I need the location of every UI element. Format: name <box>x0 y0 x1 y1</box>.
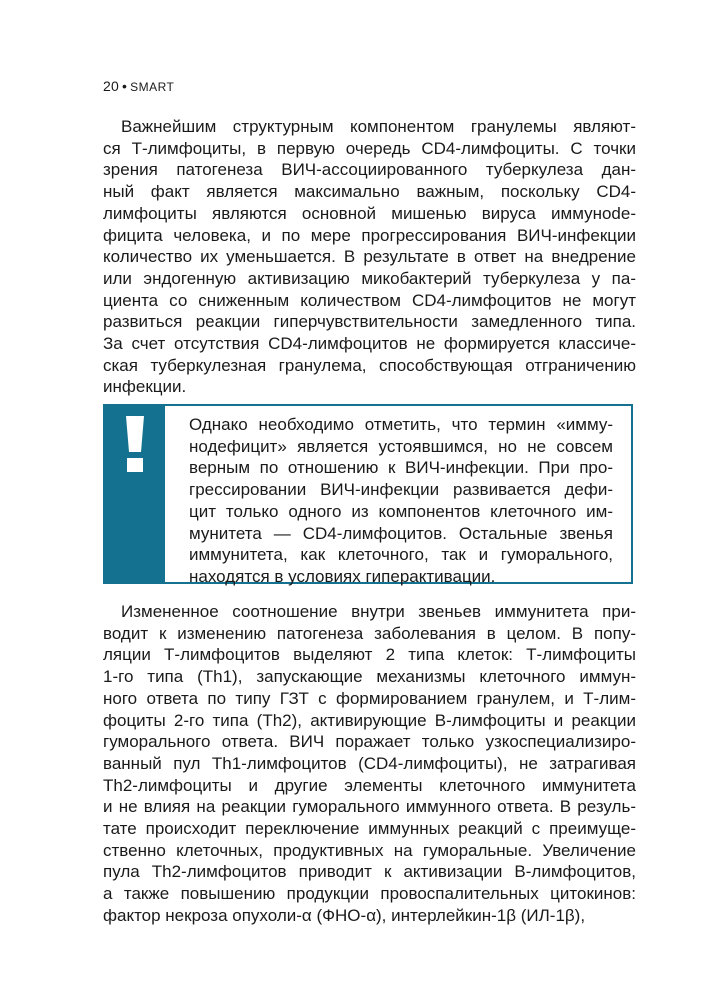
page-number: 20 <box>103 78 119 94</box>
text-line: Измененное соотношение внутри звеньев иммунитета при- <box>121 602 636 621</box>
text-line: ляции Т-лимфоцитов выделяют 2 типа клеток: Т-лимфоциты <box>103 645 636 665</box>
text-line: тате происходит переключение иммунных реакций с преимуще- <box>103 819 636 839</box>
text-line: пула Th2-лимфоцитов приводит к активизации В-лимфоцитов, <box>103 862 636 882</box>
paragraph-2 <box>103 601 636 927</box>
text-line: количество их уменьшается. В результате в ответ на внедрение <box>103 247 636 267</box>
running-header <box>103 78 174 94</box>
text-line: цит только одного из компонентов клеточного им- <box>189 501 613 521</box>
exclamation-icon <box>124 416 146 472</box>
text-line: ный факт является максимально важным, поскольку CD4- <box>103 182 636 202</box>
text-line: и не влияя на реакции гуморального иммунного ответа. В резуль- <box>103 797 636 817</box>
text-line: развиться реакции гиперчувствительности замедленного типа. <box>103 312 636 332</box>
text-line: а также повышению продукции провоспалительных цитокинов: <box>103 884 636 904</box>
text-line: Важнейшим структурным компонентом гранулемы являют- <box>121 117 636 136</box>
text-line: ся Т-лимфоциты, в первую очередь CD4-лимфоциты. С точки <box>103 138 636 158</box>
text-line: нодефицит» является устоявшимся, но не совсем <box>189 436 613 456</box>
text-line: находятся в условиях гиперактивации. <box>189 566 496 586</box>
text-line: ванный пул Th1-лимфоцитов (CD4-лимфоциты), не затрагивая <box>103 753 636 773</box>
text-line: Однако необходимо отметить, что термин «имму- <box>189 415 613 434</box>
text-line: фицита человека, и по мере прогрессирования ВИЧ-инфекции <box>103 225 636 245</box>
text-line: За счет отсутствия CD4-лимфоцитов не формируется классиче- <box>103 334 636 354</box>
text-line: гуморального ответа. ВИЧ поражает только узкоспециализиро- <box>103 732 636 752</box>
paragraph-1 <box>103 116 636 398</box>
text-line: инфекции. <box>103 377 187 397</box>
text-line: циента со сниженным количеством CD4-лимфоцитов не могут <box>103 290 636 310</box>
text-line: верным по отношению к ВИЧ-инфекции. При про- <box>189 458 613 478</box>
notice-box <box>103 404 633 584</box>
text-line: фоциты 2-го типа (Th2), активирующие В-лимфоциты и реакции <box>103 710 636 730</box>
notice-accent-bar <box>105 406 165 582</box>
series-name: SMART <box>130 80 175 94</box>
text-line: лимфоциты являются основной мишенью вируса иммунode- <box>103 203 636 223</box>
text-line: 1-го типа (Th1), запускающие механизмы клеточного иммун- <box>103 667 636 687</box>
text-line: грессировании ВИЧ-инфекции развивается дефи- <box>189 480 613 500</box>
text-line: ственно клеточных, продуктивных на гуморальные. Увеличение <box>103 840 636 860</box>
text-line: фактор некроза опухоли-α (ФНО-α), интерлейкин-1β (ИЛ-1β), <box>103 905 586 925</box>
notice-text <box>189 414 613 588</box>
text-line: ская туберкулезная гранулема, способствующая отграничению <box>103 355 636 375</box>
text-line: Th2-лимфоциты и другие элементы клеточного иммунитета <box>103 775 636 795</box>
text-line: зрения патогенеза ВИЧ-ассоциированного туберкулеза дан- <box>103 160 636 180</box>
text-line: или эндогенную активизацию микобактерий туберкулеза у па- <box>103 268 636 288</box>
text-line: ного ответа по типу ГЗТ с формированием гранулем, и Т-лим- <box>103 688 636 708</box>
text-line: водит к изменению патогенеза заболевания в целом. В попу- <box>103 623 636 643</box>
text-line: иммунитета, как клеточного, так и гуморального, <box>189 545 613 565</box>
text-line: мунитета — CD4-лимфоцитов. Остальные звенья <box>189 523 613 543</box>
header-separator: • <box>121 78 128 94</box>
